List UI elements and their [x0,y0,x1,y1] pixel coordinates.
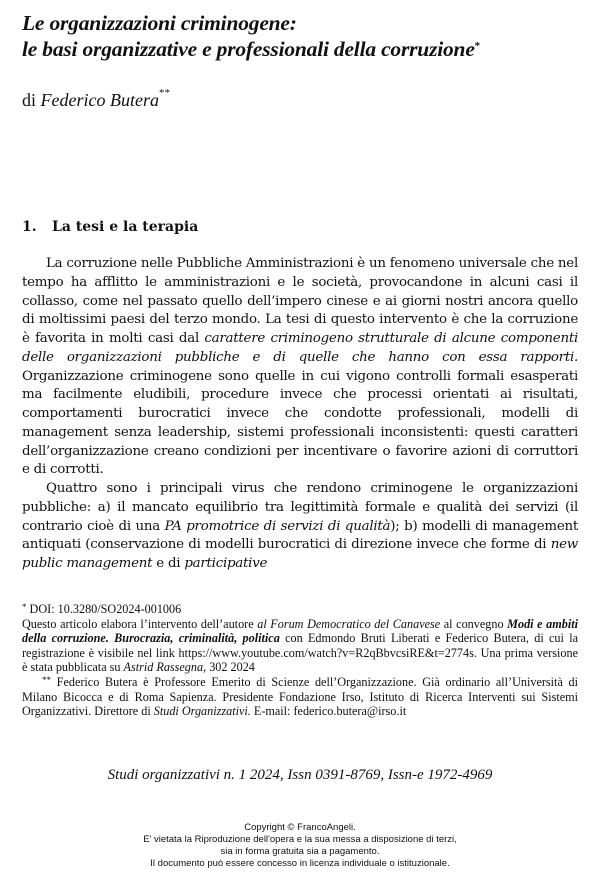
footnote-2-journal: Studi Organizzativi. [153,704,251,719]
footnote-2-email[interactable]: E-mail: federico.butera@irso.it [250,704,407,719]
footnote-1-conference-title: Modi e ambiti della corruzione. Burocrazia, criminalità, politica [22,616,578,646]
footnote-1-text-e[interactable]: con Edmondo Bruti Liberati e Federico Butera, di cui la registrazione è visibile nel link https://www.youtube.com/watch?v=R2qBbvcsiRE&t=2774s. Una prima versione è stata pubblicata su [22,631,578,675]
author-name: Federico Butera [40,90,159,110]
footnote-1-text-a: Questo articolo elabora l’intervento dell’autore [22,616,258,631]
paragraph-2-emphasis-f: participative [184,556,268,571]
paragraph-2-text-a: Quattro sono i principali virus che rendono criminogene le organizzazioni pubbliche: a) il mancato equilibrio tra legittimità formale e qualità dei servizi (il contrario cioè di una [22,481,578,534]
author-footnote-mark: ** [158,87,170,99]
author-line [22,87,170,111]
section-heading [22,219,198,235]
paragraph-2 [22,480,578,574]
footnotes [22,602,578,719]
article-title [22,10,582,62]
footnote-1 [22,617,578,675]
title-line-1: Le organizzazioni criminogene: [22,11,297,35]
footnote-2-mark: ** [42,674,51,685]
paragraph-2-emphasis-b: PA promotrice di servizi di qualità [164,518,391,534]
copyright-line-1: Copyright © FrancoAngeli. [244,822,356,833]
paragraph-2-text-c: ); b) modelli di management antiquati (conservazione di modelli burocratici di direzione invece che forme di [22,518,579,553]
copyright-notice [0,822,600,870]
journal-reference: Studi organizzativi n. 1 2024, Issn 0391-8769, Issn-e 1972-4969 [107,767,493,783]
paragraph-1 [22,255,578,480]
paragraph-2-text-e: e di [152,556,185,571]
footnote-2 [22,675,578,719]
copyright-line-4: Il documento può essere concesso in licenza individuale o istituzionale. [150,858,450,869]
title-line-2: le basi organizzative e professionali della corruzione [22,37,475,61]
author-prefix: di [22,90,37,110]
doi-mark: * [22,602,27,612]
title-footnote-mark: * [474,40,480,52]
footnote-1-text-c: al convegno [440,616,508,631]
section-number: 1. [22,219,37,235]
footnote-doi [22,602,578,617]
paragraph-1-text-a: La corruzione nelle Pubbliche Amministrazioni è un fenomeno universale che nel tempo ha afflitto le amministrazioni e le società, provocandone in alcuni casi il collasso, come nel passato quello dell’impero cinese e ai giorni nostri ancora quello di moltissimi paesi del terzo mondo. La tesi di questo intervento è che la corruzione è favorita in molti casi dal [22,256,578,346]
doi-text: DOI: 10.3280/SO2024-001006 [26,602,182,616]
body-text [22,255,578,574]
footnote-1-issue: , 302 2024 [203,660,255,675]
paragraph-1-text-c: Organizzazione criminogene sono quelle in cui vigono controlli formali esasperati ma facilmente eludibili, procedure invece che processi orientati ai risultati, comportamenti burocratici invece che condotte professionali, modelli di management senza leadership, sistemi professionali inconsistenti: questi caratteri dell’organizzazione creano condizioni per incentivare o favorire azioni di corruttori e di corrotti. [22,368,578,478]
footnote-1-forum: al Forum Democratico del Canavese [257,616,441,631]
footnote-1-journal: Astrid Rassegna [123,660,204,675]
paragraph-1-emphasis: carattere criminogeno strutturale di alcune componenti delle organizzazioni pubbliche e di quelle che hanno con essa rapporti. [22,331,578,365]
copyright-line-3: sia in forma gratuita sia a pagamento. [220,846,380,857]
section-title: La tesi e la terapia [52,219,199,235]
copyright-line-2: E' vietata la Riproduzione dell'opera e la sua messa a disposizione di terzi, [143,834,457,845]
footnote-2-text-a: Federico Butera è Professore Emerito di Scienze dell’Organizzazione. Già ordinario all’Università di Milano Bicocca e di Roma Sapienza. Presidente Fondazione Irso, Istituto di Ricerca Interventi sui Sistemi Organizzativi. Direttore di [22,674,578,719]
paragraph-2-emphasis-d: new public management [22,537,578,571]
